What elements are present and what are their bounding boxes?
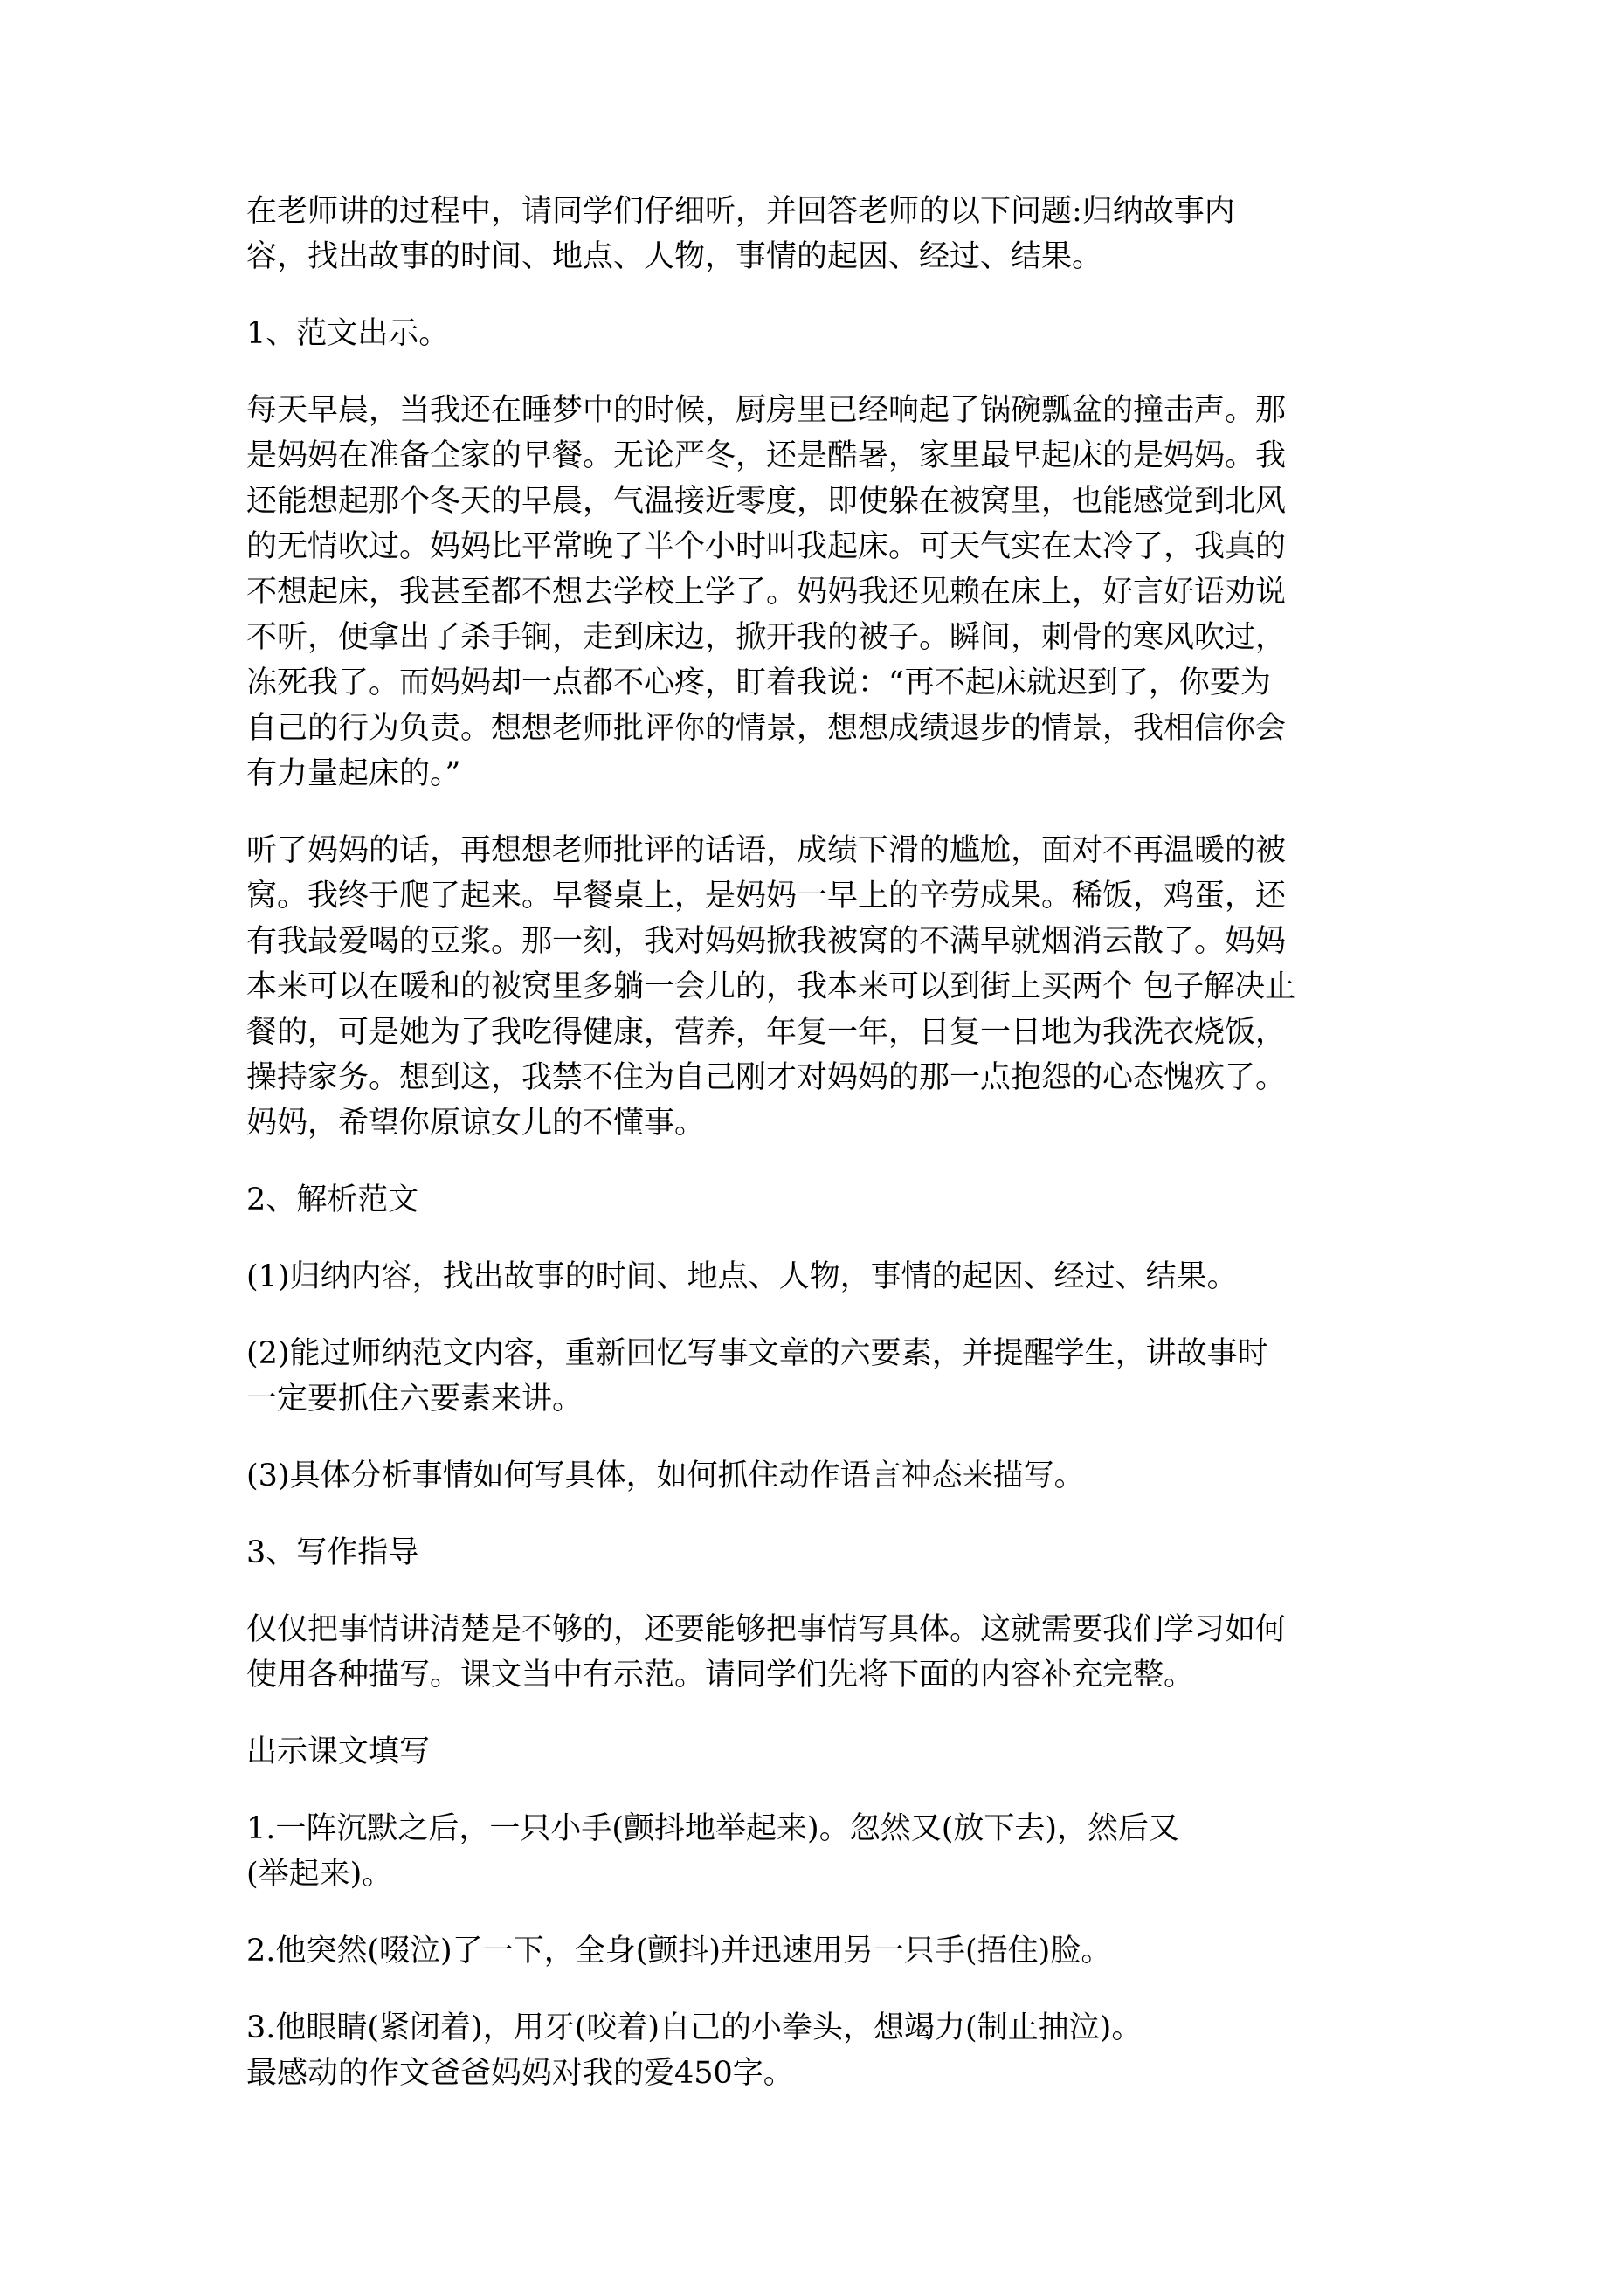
text-line: 仅仅把事情讲清楚是不够的，还要能够把事情写具体。这就需要我们学习如何	[246, 1612, 1287, 1647]
heading-line: 2、解析范文	[246, 1182, 419, 1217]
exercise-heading	[246, 1729, 1408, 1775]
text-line: 餐的，可是她为了我吃得健康，营养，年复一年，日复一日地为我洗衣烧饭，	[246, 1015, 1287, 1050]
writing-guidance-paragraph	[246, 1607, 1408, 1698]
heading-line: 出示课文填写	[246, 1734, 431, 1769]
analysis-item-2	[246, 1331, 1408, 1422]
text-line: 自己的行为负责。想想老师批评你的情景，想想成绩退步的情景，我相信你会	[246, 711, 1287, 746]
text-line: 的无情吹过。妈妈比平常晚了半个小时叫我起床。可天气实在太冷了，我真的	[246, 529, 1287, 564]
text-line: 每天早晨，当我还在睡梦中的时候，厨房里已经响起了锅碗瓢盆的撞击声。那	[246, 393, 1287, 428]
heading-line: 1、范文出示。	[246, 316, 450, 351]
text-line: 还能想起那个冬天的早晨，气温接近零度，即使躲在被窝里，也能感觉到北风	[246, 484, 1287, 519]
exercise-item-2	[246, 1928, 1408, 1974]
text-line: (举起来)。	[246, 1857, 393, 1892]
text-line: 一定要抓住六要素来讲。	[246, 1382, 584, 1417]
text-line: 妈妈，希望你原谅女儿的不懂事。	[246, 1106, 706, 1141]
text-line: 听了妈妈的话，再想想老师批评的话语，成绩下滑的尴尬，面对不再温暖的被	[246, 833, 1287, 868]
text-line: 本来可以在暖和的被窝里多躺一会儿的，我本来可以到街上买两个 包子解决止	[246, 969, 1296, 1004]
document-body	[246, 189, 1408, 2096]
sample-essay-paragraph-2	[246, 828, 1408, 1146]
text-line: (2)能过师纳范文内容，重新回忆写事文章的六要素，并提醒学生，讲故事时	[246, 1336, 1268, 1371]
text-line: 2.他突然(啜泣)了一下，全身(颤抖)并迅速用另一只手(捂住)脸。	[246, 1934, 1112, 1968]
text-line: 使用各种描写。课文当中有示范。请同学们先将下面的内容补充完整。	[246, 1658, 1195, 1693]
text-line: 不听，便拿出了杀手锏，走到床边，掀开我的被子。瞬间，刺骨的寒风吹过，	[246, 620, 1287, 655]
text-line: 最感动的作文爸爸妈妈对我的爱450字。	[246, 2056, 794, 2091]
text-line: 操持家务。想到这，我禁不住为自己刚才对妈妈的那一点抱怨的心态愧疚了。	[246, 1060, 1287, 1095]
section-heading-2	[246, 1177, 1408, 1223]
section-heading-3	[246, 1530, 1408, 1575]
text-line: (1)归纳内容，找出故事的时间、地点、人物，事情的起因、经过、结果。	[246, 1259, 1238, 1294]
exercise-item-3	[246, 2005, 1408, 2096]
analysis-item-3	[246, 1453, 1408, 1499]
intro-paragraph	[246, 189, 1408, 279]
text-line: 冻死我了。而妈妈却一点都不心疼，盯着我说：“再不起床就迟到了，你要为	[246, 665, 1271, 700]
heading-line: 3、写作指导	[246, 1535, 419, 1570]
text-line: 窝。我终于爬了起来。早餐桌上，是妈妈一早上的辛劳成果。稀饭，鸡蛋，还	[246, 879, 1287, 914]
text-line: 3.他眼睛(紧闭着)，用牙(咬着)自己的小拳头，想竭力(制止抽泣)。	[246, 2010, 1143, 2045]
text-line: 是妈妈在准备全家的早餐。无论严冬，还是酷暑，家里最早起床的是妈妈。我	[246, 438, 1287, 473]
analysis-item-1	[246, 1254, 1408, 1300]
text-line: 容，找出故事的时间、地点、人物，事情的起因、经过、结果。	[246, 239, 1103, 274]
text-line: 1.一阵沉默之后，一只小手(颤抖地举起来)。忽然又(放下去)，然后又	[246, 1811, 1180, 1846]
text-line: 有我最爱喝的豆浆。那一刻，我对妈妈掀我被窝的不满早就烟消云散了。妈妈	[246, 924, 1287, 959]
text-line: 在老师讲的过程中，请同学们仔细听，并回答老师的以下问题:归纳故事内	[246, 194, 1235, 229]
text-line: 不想起床，我甚至都不想去学校上学了。妈妈我还见赖在床上，好言好语劝说	[246, 575, 1287, 610]
section-heading-1	[246, 311, 1408, 356]
sample-essay-paragraph-1	[246, 388, 1408, 796]
text-line: (3)具体分析事情如何写具体，如何抓住动作语言神态来描写。	[246, 1458, 1085, 1493]
exercise-item-1	[246, 1806, 1408, 1897]
text-line: 有力量起床的。”	[246, 756, 461, 791]
